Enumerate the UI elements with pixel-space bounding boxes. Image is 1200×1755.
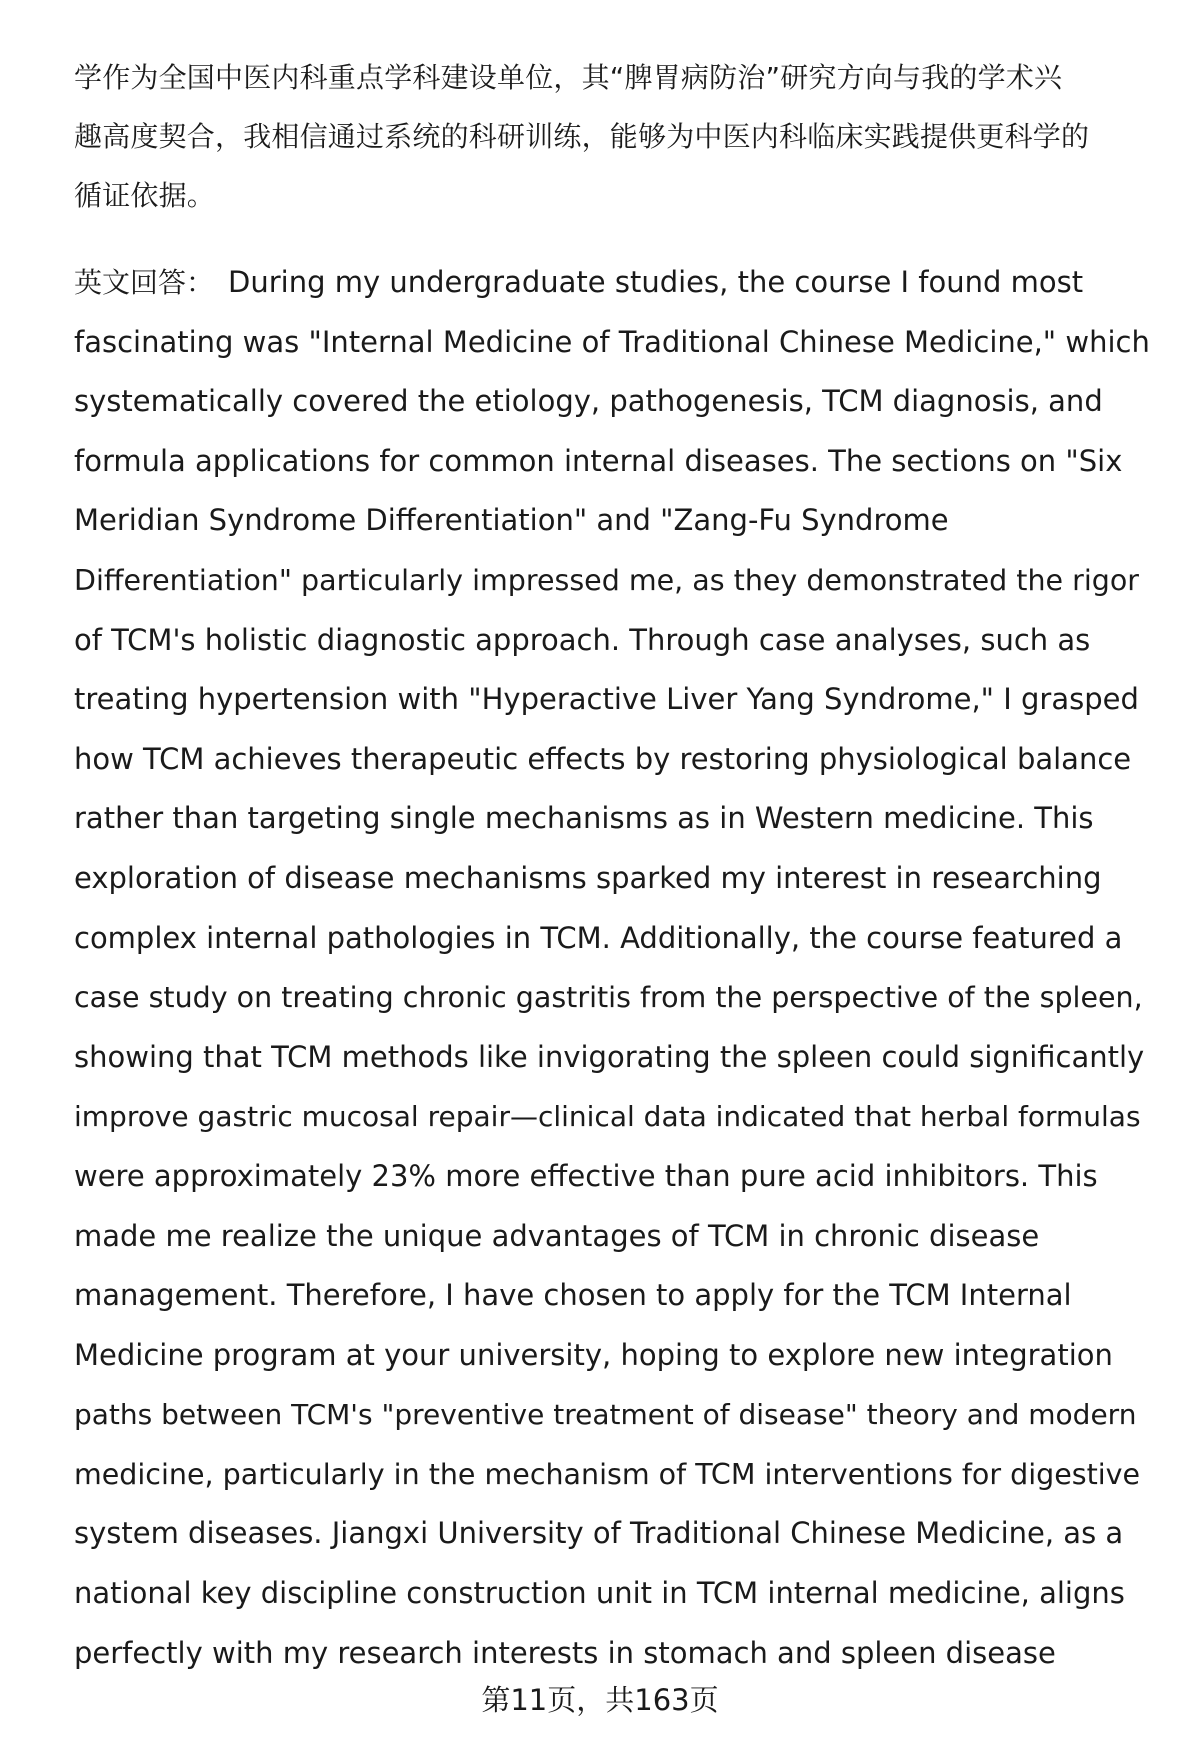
text-line: 趣高度契合，我相信通过系统的科研训练，能够为中医内科临床实践提供更科学的 <box>74 120 1090 153</box>
text-line: system diseases. Jiangxi University of Traditional Chinese Medicine, as a <box>74 1516 1124 1551</box>
text-line: 循证依据。 <box>74 179 216 212</box>
page-number-footer: 第11页，共163页 <box>481 1683 719 1717</box>
text-line-content: During my undergraduate studies, the course I found most <box>228 265 1084 299</box>
text-line: national key discipline construction unit in TCM internal medicine, aligns <box>74 1576 1125 1611</box>
text-line: exploration of disease mechanisms sparked my interest in researching <box>74 860 1102 895</box>
text-line: how TCM achieves therapeutic effects by restoring physiological balance <box>74 741 1132 776</box>
text-line: rather than targeting single mechanisms as in Western medicine. This <box>74 801 1094 836</box>
text-line: Meridian Syndrome Differentiation" and "Zang-Fu Syndrome <box>74 503 949 538</box>
text-line: systematically covered the etiology, pathogenesis, TCM diagnosis, and <box>74 384 1103 419</box>
text-line: fascinating was "Internal Medicine of Traditional Chinese Medicine," which <box>74 324 1150 359</box>
text-line: case study on treating chronic gastritis from the perspective of the spleen, <box>74 981 1143 1015</box>
text-line: paths between TCM's "preventive treatment of disease" theory and modern <box>74 1398 1137 1432</box>
text-line <box>74 253 1154 313</box>
chinese-paragraph <box>74 48 1154 225</box>
text-line: management. Therefore, I have chosen to apply for the TCM Internal <box>74 1278 1072 1313</box>
text-line: were approximately 23% more effective than pure acid inhibitors. This <box>74 1158 1098 1193</box>
text-line: medicine, particularly in the mechanism of TCM interventions for digestive <box>74 1457 1141 1491</box>
text-line: Medicine program at your university, hoping to explore new integration <box>74 1337 1113 1372</box>
text-line: showing that TCM methods like invigorating the spleen could significantly <box>74 1039 1145 1074</box>
text-line: improve gastric mucosal repair—clinical data indicated that herbal formulas <box>74 1100 1141 1134</box>
text-line: Differentiation" particularly impressed me, as they demonstrated the rigor <box>74 563 1140 597</box>
text-line: made me realize the unique advantages of TCM in chronic disease <box>74 1218 1040 1253</box>
text-line: perfectly with my research interests in stomach and spleen disease <box>74 1635 1056 1670</box>
text-line: 学作为全国中医内科重点学科建设单位，其“脾胃病防治”研究方向与我的学术兴 <box>74 61 1063 94</box>
document-body <box>74 48 1154 1683</box>
text-line: treating hypertension with "Hyperactive Liver Yang Syndrome," I grasped <box>74 682 1139 717</box>
text-line: formula applications for common internal diseases. The sections on "Six <box>74 443 1123 478</box>
answer-label: 英文回答： <box>74 266 215 299</box>
english-answer-paragraph <box>74 253 1154 1683</box>
text-line: complex internal pathologies in TCM. Additionally, the course featured a <box>74 920 1123 955</box>
text-line: of TCM's holistic diagnostic approach. Through case analyses, such as <box>74 622 1091 657</box>
